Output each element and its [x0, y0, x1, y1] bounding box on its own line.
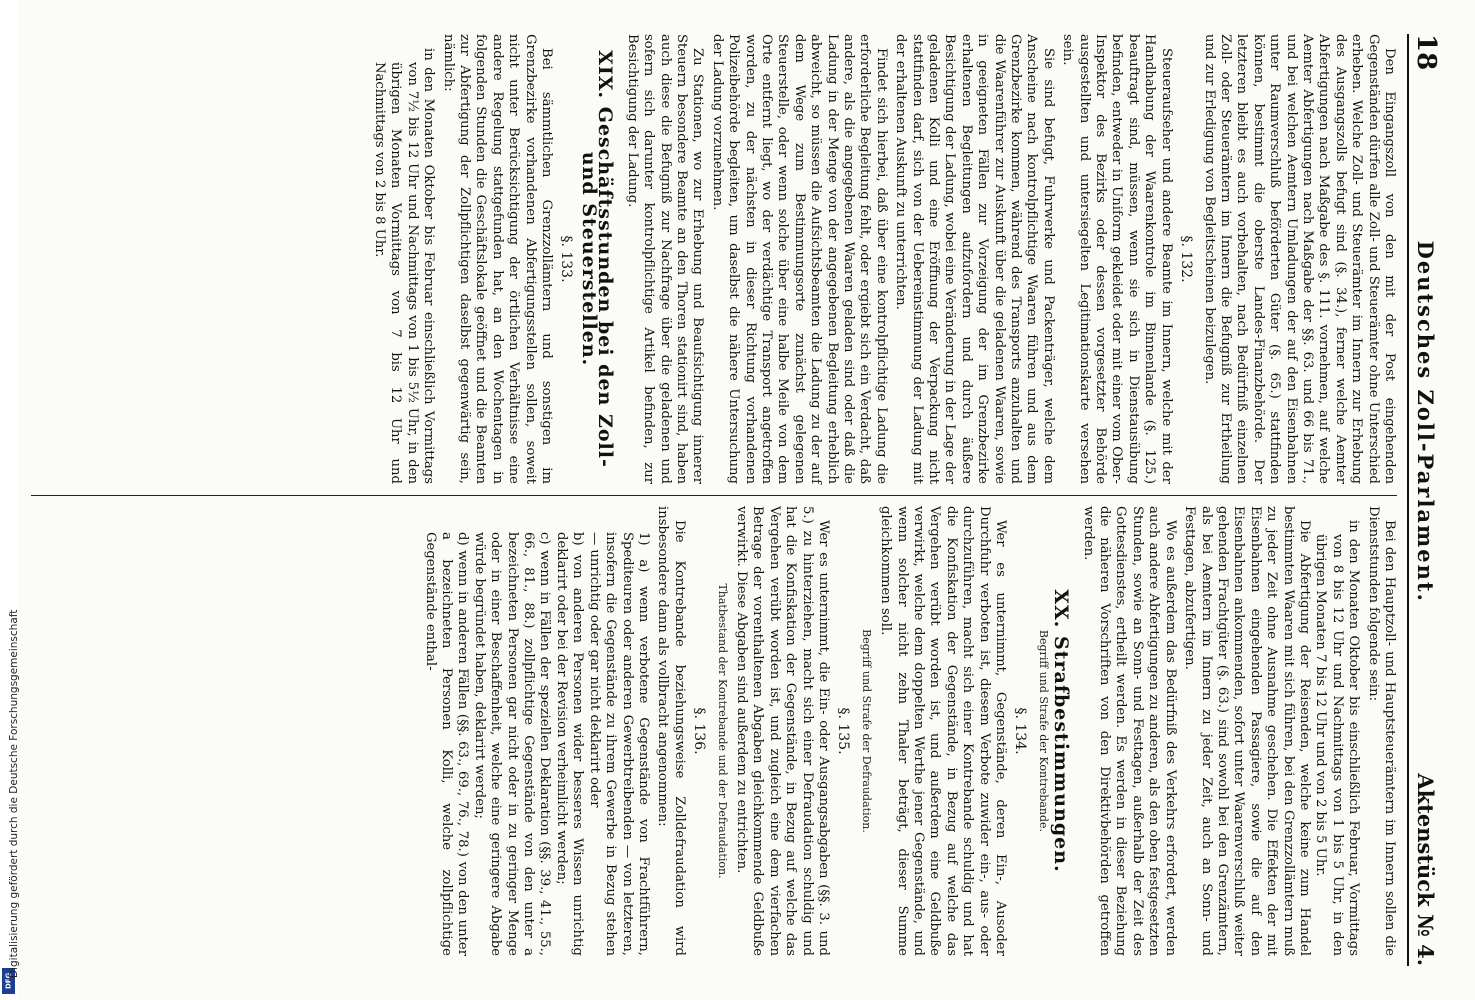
- paragraph: Wer es unternimmt, Gegenstände, deren Ein-, Ausoder Durchfuhr verboten ist, diesem Verbote zuwider ein-, aus- oder durchzuführen, macht sich einer Kontrebande schuldig und hat die Konfiskation der Gegenstände, in Bezug auf welche das Vergehen verübt worden ist, und außerdem eine Geldbuße verwirkt, welche dem doppelten Werthe jener Gegenstände, und wenn solcher nicht zehn Thaler beträgt, dieser Summe gleichkommen soll.: [878, 506, 1009, 956]
- paragraph: Bei sämmtlichen Grenzzollämtern und sonstigen im Grenzbezirke vorhandenen Abfertigungsstellen sollen, soweit nicht unter Berücksichtigung der örtlichen Verhältnisse eine andere Regelung stattgefunden hat, an den Wochentagen in folgenden Stunden die Geschäftslokale geöffnet und die Beamten zur Abfertigung der Zollpflichtigen daselbst gegenwärtig sein, nämlich:: [440, 34, 555, 484]
- paragraph: Den Eingangszoll von den mit der Post eingehenden Gegenständen dürfen alle Zoll- und Steuerämter ohne Unterschied erheben. Welche Zoll- und Steuerämter im Innern zur Erhebung des Ausgangszolls befugt sind (§. 34.), ferner welche Aemter Abfertigungen nach Maßgabe des §. 111. vornehmen, auf welche Aemter Abfertigungen nach Maßgabe der §§. 63. und 66 bis 71., und bei welchen Aemtern Umladungen der auf den Eisenbahnen unter Raumverschluß beförderten Güter (§. 65.) stattfinden können, bestimmt die oberste Landes-Finanzbehörde. Der letzteren bleibt es auch vorbehalten, nach Bedürfniß einzelnen Zoll- oder Steuerämtern im Innern die Befugniß zur Ertheilung und zur Erledigung von Begleitscheinen beizulegen.: [1201, 34, 1397, 484]
- subheading: Begriff und Strafe der Defraudation.: [859, 629, 873, 833]
- chapter-heading: XIX. Geschäftsstunden bei den Zoll- und Steuerstellen.: [577, 50, 617, 468]
- section-heading: §. 136.: [691, 707, 708, 755]
- section-heading: §. 134.: [1012, 707, 1029, 755]
- left-column: [31, 34, 1397, 484]
- subheading: Begriff und Strafe der Kontrebande.: [1036, 629, 1050, 833]
- chapter-heading: XX. Strafbestimmungen.: [1050, 589, 1073, 873]
- list-item: b) von anderen Personen wider besseres Wissen unrichtig deklarirt oder bei der Revision verheimlicht werden;: [553, 532, 586, 956]
- paragraph: Zu Stationen, wo zur Erhebung und Beaufsichtigung innerer Steuern besondere Beamte an den Thoren stationirt sind, haben auch diese die Befugniß zur Nachfrage über die geladenen und sofern sich darunter kontrolpflichtige Artikel befinden, zur Besichtigung der Ladung.: [624, 34, 706, 484]
- list-item: c) wenn in Fällen der speziellen Deklaration (§§. 39., 41., 55., 66., 81., 88.) zollpflichtige Gegenstände von den unter a bezeichneten Personen gar nicht oder in zu geringer Menge oder in einer Beschaffenheit, welche eine geringere Abgabe würde begründet haben, deklarirt werden;: [471, 532, 553, 956]
- paragraph: Sie sind befugt, Fuhrwerke und Packenträger, welche dem Anscheine nach kontrolpflichtige Waaren führen und aus dem Grenzbezirke kommen, während des Transports anzuhalten und die Waarenführer zur Auskunft über die geladenen Waaren, sowie in geeigneten Fällen zur Vorzeigung der im Grenzbezirke erhaltenen Begleitungen aufzufordern und durch äußere Besichtigung der Ladung, wobei eine Veränderung in der Lage der geladenen Kolli und eine Eröffnung der Verpackung nicht stattfinden darf, sich von der Uebereinstimmung der Ladung mit der erhaltenen Auskunft zu unterrichten.: [893, 34, 1056, 484]
- paragraph: Steueraufseher und andere Beamte im Innern, welche mit der Handhabung der Waarenkontrole im Binnenlande (§. 125.) beauftragt sind, müssen, wenn sie sich in Dienstausübung befinden, entweder in Uniform gekleidet oder mit einer vom Ober-Inspektor des Bezirks oder dessen vorgesetzter Behörde ausgestellten und untersiegelten Legitimationskarte versehen sein.: [1060, 34, 1174, 484]
- section-heading: §. 132.: [1178, 235, 1195, 283]
- paragraph: Wer es unternimmt, die Ein- oder Ausgangsabgaben (§§. 3. und 5.) zu hinterziehen, macht sich einer Defraudation schuldig und hat die Konfiskation der Gegenstände, in Bezug auf welche das Vergehen verübt worden ist, und zugleich eine dem vierfachen Betrage der vorenthaltenen Abgaben gleichkommende Geldbuße verwirkt. Diese Abgaben sind außerdem zu entrichten.: [733, 506, 831, 956]
- right-column: [31, 506, 1397, 956]
- dfg-logo: DFG: [2, 968, 15, 994]
- footer-credit: Digitalisierung gefördert durch die Deutsche Forschungsgemeinschaft: [8, 609, 20, 978]
- paragraph: Bei den Hauptzoll- und Hauptsteuerämtern im Innern sollen die Dienststunden folgende sein:: [1365, 506, 1397, 956]
- paragraph: Die Abfertigung der Reisenden, welche keine zum Handel bestimmten Waaren mit sich führen, bei den Grenzzollämtern muß zu jeder Zeit ohne Ausnahme geschehen. Die Effekten der mit Eisenbahnen eingehenden Passagiere, sowie die auf den Eisenbahnen ankommenden, sofort unter Waarenverschluß weiter gehenden Frachtgüter (§. 63.) sind sowohl bei den Grenzämtern, als bei Aemtern im Innern zu jeder Zeit, auch an Sonn- und Festtagen, abzufertigen.: [1182, 506, 1312, 956]
- subheading: Thatbestand der Kontrebande und der Defraudation.: [715, 583, 729, 879]
- paragraph: Findet sich hierbei, daß über eine kontrolpflichtige Ladung die erforderliche Begleitung fehlt, oder ergiebt sich ein Verdacht, daß andere, als die angegebenen Waaren geladen sind oder daß die Ladung in der Menge von der angegebenen Begleitung erheblich abweicht, so müssen die Aufsichtsbeamten die Ladung zu der auf dem Wege zum Bestimmungsorte zunächst gelegenen Steuerstelle, oder wenn solche über eine halbe Meile von dem Orte entfernt liegt, wo der verdächtige Transport angetroffen worden, zu der nächsten in dieser Richtung vorhandenen Polizeibehörde begleiten, um daselbst die nähere Untersuchung der Ladung vorzunehmen.: [709, 34, 889, 484]
- section-heading: §. 133.: [558, 235, 575, 283]
- list-item: 1) a) wenn verbotene Gegenstände von Frachtführern, Spediteuren oder anderen Gewerbtreibenden — von letzteren, insofern die Gegenstände zu ihrem Gewerbe in Bezug stehen — unrichtig oder gar nicht deklarirt oder: [586, 532, 651, 956]
- digitization-sidebar: [0, 0, 20, 1000]
- column-divider: [31, 495, 1397, 496]
- page-header: [1407, 34, 1443, 966]
- hours-paragraph: in den Monaten Oktober bis Februar einschließlich Vormittags von 7½ bis 12 Uhr und Nachmittags von 1 bis 5½ Uhr, in den übrigen Monaten Vormittags von 7 bis 12 Uhr und Nachmittags von 2 bis 8 Uhr.: [372, 48, 437, 484]
- section-heading: §. 135.: [835, 707, 852, 755]
- rotated-page-content: [17, 10, 1457, 990]
- running-title: Deutsches Zoll-Parlament.: [1413, 240, 1439, 603]
- list-item: d) wenn in anderen Fällen (§§. 63., 69., 76., 78.) von den unter a bezeichneten Personen Kolli, welche zollpflichtige Gegenstände enthal-: [422, 532, 471, 956]
- document-reference: Aktenstück № 4.: [1413, 773, 1439, 966]
- page-number: 18: [1411, 34, 1441, 71]
- paragraph: Die Kontrebande beziehungsweise Zolldefraudation wird insbesondere dann als vollbracht angenommen:: [655, 506, 687, 956]
- hours-paragraph: in den Monaten Oktober bis einschließlich Februar, Vormittags von 8 bis 12 Uhr und Nachmittags von 1 bis 5 Uhr, in den übrigen Monaten 7 bis 12 Uhr und von 2 bis 5 Uhr.: [1313, 520, 1362, 956]
- paragraph: Wo es außerdem das Bedürfniß des Verkehrs erfordert, werden auch andere Abfertigungen zu anderen, als den oben festgesetzten Stunden, sowie an Sonn- und Festtagen, außerhalb der Zeit des Gottesdienstes, ertheilt werden. Es werden in dieser Beziehung die näheren Vorschriften von den Direktivbehörden getroffen werden.: [1080, 506, 1178, 956]
